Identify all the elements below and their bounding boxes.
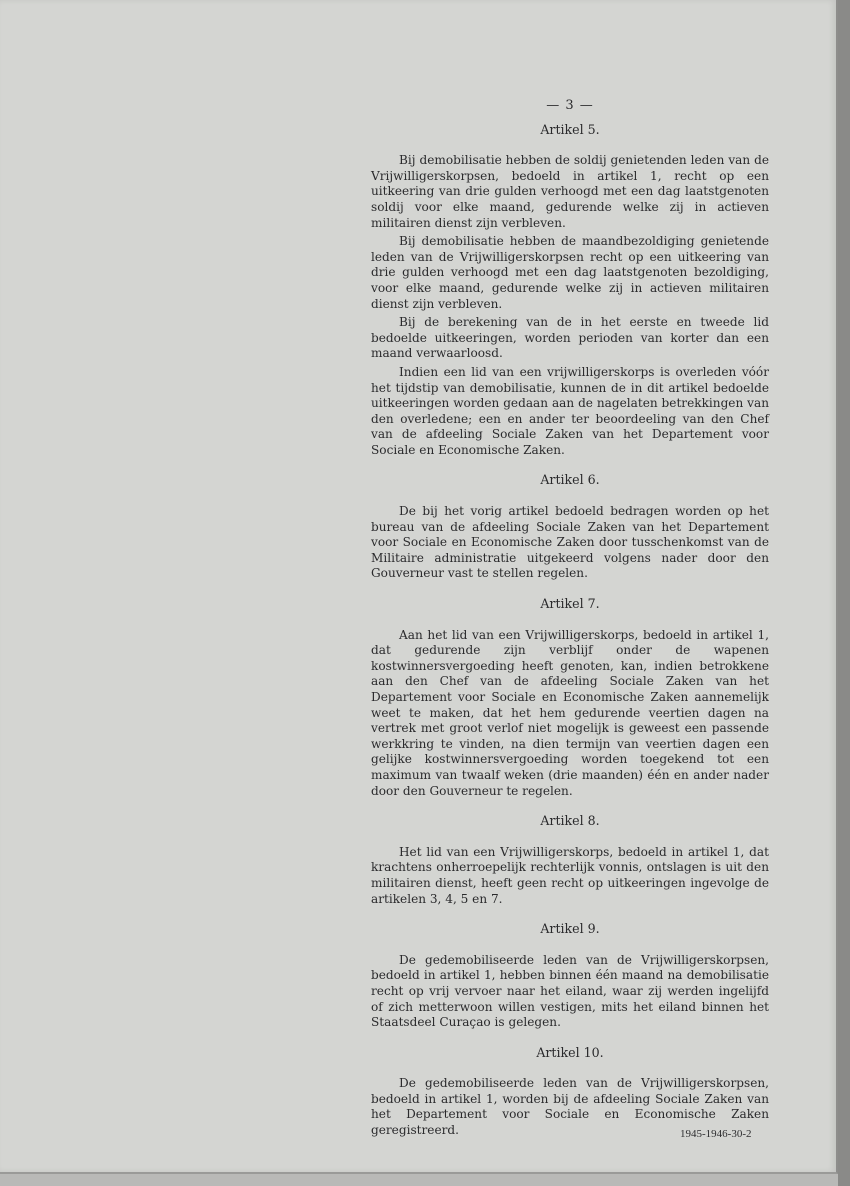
article-heading: Artikel 6.	[540, 472, 600, 488]
article-8	[371, 813, 769, 907]
article-heading: Artikel 10.	[536, 1044, 604, 1060]
article-paragraph: Bij demobilisatie hebben de maandbezoldiging genietende leden van de Vrijwilligerskorpsen recht op een uitkeering van drie gulden verhoogd met een dag laatstgenoten bezoldiging, voor elke maand, gedurende welke zij in actieven militairen dienst zijn verbleven.	[371, 234, 769, 311]
page-number: — 3 —	[546, 98, 594, 113]
article-heading: Artikel 9.	[540, 921, 600, 937]
article-paragraph: Bij de berekening van de in het eerste en tweede lid bedoelde uitkeeringen, worden perioden van korter dan een maand verwaarloosd.	[371, 315, 769, 361]
article-9	[371, 921, 769, 1031]
page-edge-shadow	[838, 0, 850, 1186]
article-paragraph: De bij het vorig artikel bedoeld bedragen worden op het bureau van de afdeeling Sociale Zaken van het Departement voor Sociale en Economische Zaken door tusschenkomst van de Militaire administratie uitgekeerd volgens nader door den Gouverneur vast te stellen regelen.	[371, 504, 769, 581]
article-heading: Artikel 7.	[540, 596, 600, 612]
article-paragraph: De gedemobiliseerde leden van de Vrijwilligerskorpsen, bedoeld in artikel 1, hebben binnen één maand na demobilisatie recht op vrij vervoer naar het eiland, waar zij werden ingelijfd of zich metterwoon willen vestigen, mits het eiland binnen het Staatsdeel Curaçao is gelegen.	[371, 952, 769, 1030]
article-paragraph: Indien een lid van een vrijwilligerskorps is overleden vóór het tijdstip van demobilisatie, kunnen de in dit artikel bedoelde uitkeeringen worden gedaan aan de nagelaten betrekkingen van den overledene; een en ander ter beoordeeling van den Chef van de afdeeling Sociale Zaken van het Departement voor Sociale en Economische Zaken.	[371, 364, 769, 457]
article-paragraph: Het lid van een Vrijwilligerskorps, bedoeld in artikel 1, dat krachtens onherroepelijk rechterlijk vonnis, ontslagen is uit den militairen dienst, heeft geen recht op uitkeeringen ingevolge de artikelen 3, 4, 5 en 7.	[371, 844, 769, 906]
article-paragraph: De gedemobiliseerde leden van de Vrijwilligerskorpsen, bedoeld in artikel 1, worden bij de afdeeling Sociale Zaken van het Departement voor Sociale en Economische Zaken geregistreerd.	[371, 1076, 769, 1138]
article-paragraph: Aan het lid van een Vrijwilligerskorps, bedoeld in artikel 1, dat gedurende zijn verblijf onder de wapenen kostwinnersvergoeding heeft genoten, kan, indien betrokkene aan den Chef van de afdeeling Sociale Zaken van het Departement voor Sociale en Economische Zaken aannemelijk weet te maken, dat het hem gedurende veertien dagen na vertrek met groot verlof niet mogelijk is geweest een passende werkkring te vinden, na dien termijn van veertien dagen een gelijke kostwinnersvergoeding worden toegekend tot een maximum van twaalf weken (drie maanden) één en ander nader door den Gouverneur te regelen.	[371, 627, 769, 798]
article-6	[371, 472, 769, 582]
text-column	[371, 98, 769, 1153]
article-paragraph: Bij demobilisatie hebben de soldij genietenden leden van de Vrijwilligerskorpsen, bedoeld in artikel 1, recht op een uitkeering van drie gulden verhoogd met een dag laatstgenoten soldij voor elke maand, gedurende welke zij in actieven militairen dienst zijn verbleven.	[371, 153, 769, 230]
article-heading: Artikel 5.	[540, 121, 600, 137]
article-5	[371, 122, 769, 459]
article-10	[371, 1045, 769, 1139]
article-7	[371, 596, 769, 799]
footer-code: 1945-1946-30-2	[680, 1128, 752, 1140]
article-heading: Artikel 8.	[540, 813, 600, 829]
